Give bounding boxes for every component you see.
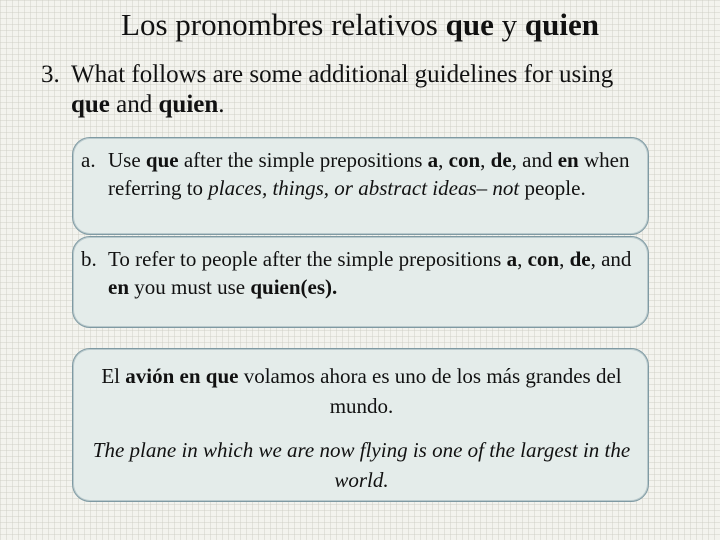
rule-a-t5: , and xyxy=(511,148,558,172)
example-es-bold: avión en que xyxy=(125,364,239,388)
title-quien: quien xyxy=(524,7,599,42)
rule-a-text xyxy=(108,146,641,202)
rule-a-t2: after the simple prepositions xyxy=(178,148,428,172)
rule-b-b1: a xyxy=(506,247,518,271)
example-spanish xyxy=(73,361,650,421)
guideline-3 xyxy=(41,60,701,120)
rule-b-t3: , xyxy=(559,247,570,271)
guideline-que: que xyxy=(71,91,110,118)
rule-a-t6: when referring to xyxy=(108,148,630,200)
rule-box-a xyxy=(72,137,649,235)
rule-b-b3: de xyxy=(569,247,591,271)
rule-b-t1: To refer to people after the simple prepositions xyxy=(108,247,507,271)
rule-a-b4: de xyxy=(490,148,512,172)
guideline-and: and xyxy=(109,91,159,118)
rule-a-letter: a. xyxy=(81,148,96,172)
rule-a-t3: , xyxy=(438,148,449,172)
example-es-post: volamos ahora es uno de los más grandes del mundo. xyxy=(238,364,622,418)
page-title xyxy=(0,6,720,44)
rule-b-b2: con xyxy=(527,247,560,271)
rule-a-t1: Use xyxy=(108,148,146,172)
guideline-period: . xyxy=(218,91,225,118)
rule-a xyxy=(81,146,641,202)
rule-b-t4: , and xyxy=(590,247,632,271)
example-es-pre: El xyxy=(101,364,126,388)
rule-b-b5: quien(es). xyxy=(250,275,338,299)
guideline-text xyxy=(71,60,701,120)
title-text: Los pronombres relativos xyxy=(121,7,446,42)
rule-a-i1: places, things, or abstract ideas xyxy=(208,176,477,200)
rule-a-b3: con xyxy=(448,148,481,172)
title-connector: y xyxy=(493,7,525,42)
guideline-quien: quien xyxy=(158,91,219,118)
rule-b-b4: en xyxy=(108,275,129,299)
guideline-number: 3. xyxy=(41,61,60,88)
rule-a-t8: people. xyxy=(519,176,586,200)
rule-b xyxy=(81,245,641,301)
guideline-line1: What follows are some additional guidelines for using xyxy=(71,61,614,88)
rule-a-t7: – xyxy=(476,176,493,200)
rule-b-letter: b. xyxy=(81,247,97,271)
rule-a-b1: que xyxy=(145,148,179,172)
rule-a-i2: not xyxy=(492,176,520,200)
example-english: The plane in which we are now flying is one of the largest in the world. xyxy=(92,438,631,492)
rule-b-text xyxy=(108,245,641,301)
rule-a-b5: en xyxy=(557,148,579,172)
rule-b-t2: , xyxy=(517,247,528,271)
title-que: que xyxy=(445,7,494,42)
rule-box-b xyxy=(72,236,649,328)
example-box xyxy=(72,348,649,502)
rule-a-t4: , xyxy=(480,148,491,172)
rule-a-b2: a xyxy=(427,148,439,172)
rule-b-t5: you must use xyxy=(129,275,251,299)
